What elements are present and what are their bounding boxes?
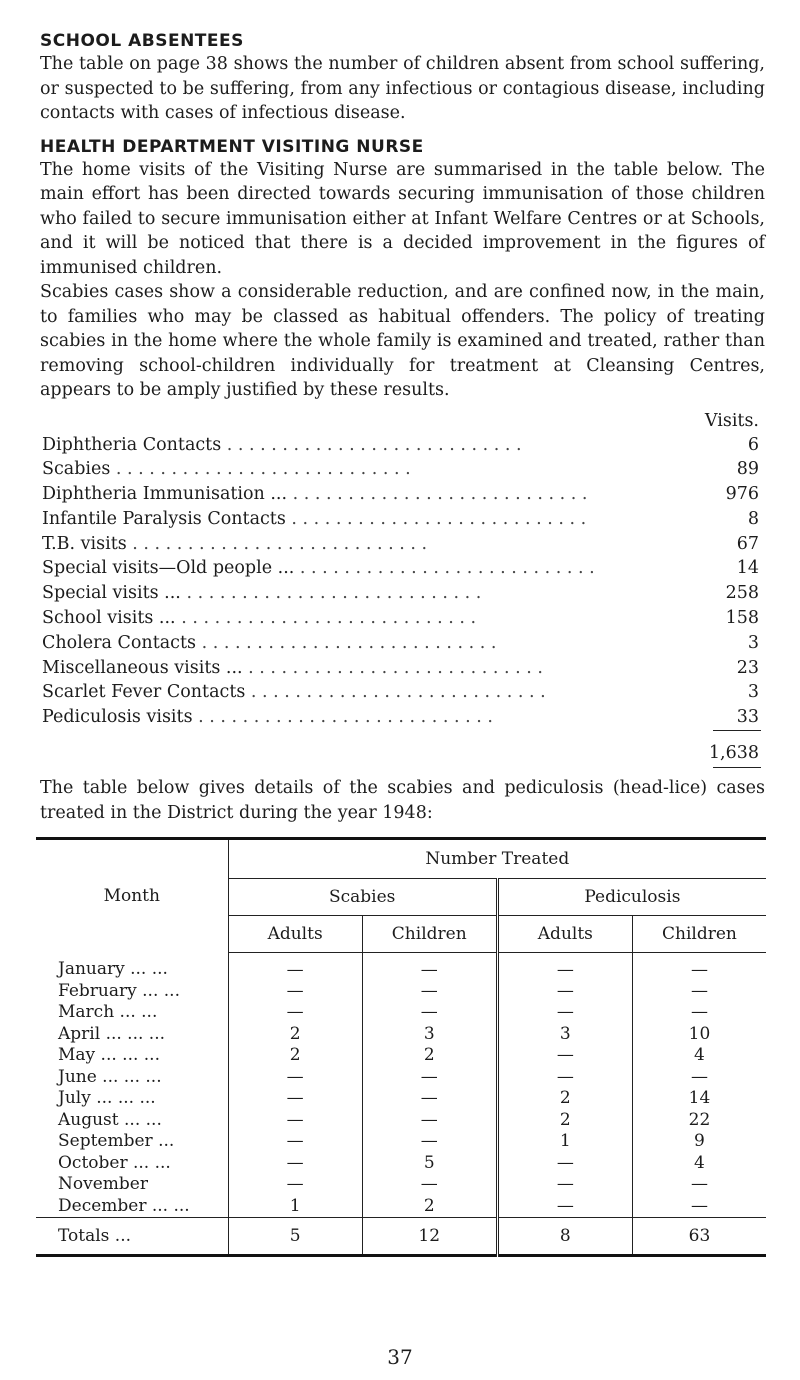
visit-label: Scabies . . (40, 457, 689, 482)
pediculosis-children-cell: 14 (632, 1088, 766, 1110)
visit-row (40, 705, 765, 730)
visit-row (40, 556, 765, 581)
table-row (36, 1174, 766, 1196)
pediculosis-children-cell: 4 (632, 1045, 766, 1067)
scabies-children-cell: — (362, 980, 497, 1002)
visit-label: Miscellaneous visits ... . . (40, 656, 689, 681)
scabies-adults-header: Adults (228, 916, 362, 953)
pediculosis-children-cell: — (632, 1195, 766, 1217)
visit-row (40, 532, 765, 557)
pediculosis-adults-cell: 1 (497, 1131, 632, 1153)
visits-list (40, 409, 765, 769)
totals-row (36, 1217, 766, 1255)
table-row (36, 1195, 766, 1217)
nurse-paragraph-1: The home visits of the Visiting Nurse are summarised in the table below. The main effort has been directed towards securing immunisation of those children who failed to secure immunisation either at Infant Welfare Centres or at Schools, and it will be noticed that there is a decided improvement in the figures of immunised children. (40, 159, 765, 278)
scabies-pediculosis-table (36, 837, 766, 1257)
scabies-children-cell: — (362, 1066, 497, 1088)
visits-header: Visits. (704, 410, 759, 431)
table-row (36, 1045, 766, 1067)
visit-row (40, 482, 765, 507)
scabies-children-cell: — (362, 1088, 497, 1110)
pediculosis-children-cell: — (632, 1066, 766, 1088)
scabies-adults-cell: 2 (228, 1023, 362, 1045)
scabies-children-cell: 2 (362, 1195, 497, 1217)
table-row (36, 953, 766, 981)
number-treated-header: Number Treated (228, 839, 766, 879)
visit-count: 8 (747, 508, 759, 529)
visit-label: School visits ... . . (40, 606, 689, 631)
scabies-children-cell: — (362, 953, 497, 981)
pediculosis-adults-cell: 2 (497, 1088, 632, 1110)
pediculosis-adults-cell: 3 (497, 1023, 632, 1045)
visit-count: 6 (747, 434, 759, 455)
visit-row (40, 656, 765, 681)
pediculosis-adults-cell: — (497, 1152, 632, 1174)
visit-label: T.B. visits . . (40, 532, 689, 557)
table-body (36, 953, 766, 1218)
total-rule-bottom (713, 767, 761, 768)
visit-count: 67 (736, 533, 759, 554)
visit-count: 3 (747, 632, 759, 653)
month-cell: April ... ... ... (58, 1023, 166, 1044)
pediculosis-adults-cell: — (497, 1195, 632, 1217)
visit-row (40, 631, 765, 656)
scabies-children-header: Children (362, 916, 497, 953)
scabies-adults-cell: — (228, 1174, 362, 1196)
visits-rows (40, 433, 765, 731)
visit-label: Pediculosis visits . . (40, 705, 689, 730)
month-cell: August ... ... (58, 1109, 162, 1130)
month-cell: June ... ... ... (58, 1066, 162, 1087)
table-row (36, 1002, 766, 1024)
scabies-adults-cell: — (228, 1109, 362, 1131)
scabies-children-cell: — (362, 1002, 497, 1024)
month-header: Month (103, 886, 160, 907)
pediculosis-children-cell: — (632, 953, 766, 981)
visit-row (40, 606, 765, 631)
month-cell: May ... ... ... (58, 1045, 160, 1066)
visit-count: 89 (736, 459, 759, 480)
month-cell: February ... ... (58, 980, 180, 1001)
totals-scabies-children: 12 (362, 1217, 497, 1255)
pediculosis-header: Pediculosis (497, 879, 766, 916)
visit-count: 3 (747, 682, 759, 703)
pediculosis-children-cell: — (632, 1174, 766, 1196)
visit-row (40, 581, 765, 606)
visit-count: 976 (725, 484, 759, 505)
section-heading-absentees: SCHOOL ABSENTEES (40, 31, 244, 51)
totals-pediculosis-adults: 8 (497, 1217, 632, 1255)
scabies-children-cell: — (362, 1109, 497, 1131)
totals-pediculosis-children: 63 (632, 1217, 766, 1255)
pediculosis-adults-cell: — (497, 1174, 632, 1196)
table-row (36, 1066, 766, 1088)
scabies-adults-cell: — (228, 1066, 362, 1088)
visit-count: 258 (725, 583, 759, 604)
document-page (40, 30, 765, 1257)
pediculosis-children-cell: 22 (632, 1109, 766, 1131)
visit-count: 158 (725, 608, 759, 629)
table-row (36, 1023, 766, 1045)
pediculosis-adults-cell: — (497, 980, 632, 1002)
pediculosis-adults-cell: — (497, 1066, 632, 1088)
month-cell: September ... (58, 1131, 175, 1152)
pediculosis-adults-cell: — (497, 1002, 632, 1024)
month-cell: November (58, 1174, 148, 1195)
scabies-adults-cell: — (228, 1002, 362, 1024)
visit-count: 33 (736, 707, 759, 728)
absentees-paragraph: The table on page 38 shows the number of children absent from school suffering, or suspected to be suffering, from any infectious or contagious disease, including contacts with cases of infectious disease. (40, 54, 765, 123)
visit-label: Special visits—Old people ... . . (40, 556, 689, 581)
pediculosis-children-cell: 4 (632, 1152, 766, 1174)
nurse-paragraph-2: Scabies cases show a considerable reduction, and are confined now, in the main, to families who may be classed as habitual offenders. The policy of treating scabies in the home where the whole family is examined and treated, rather than removing school-children individually for treatment at Cleansing Centres, appears to be amply justified by these results. (40, 282, 765, 400)
pediculosis-children-header: Children (632, 916, 766, 953)
scabies-children-cell: 3 (362, 1023, 497, 1045)
scabies-children-cell: 5 (362, 1152, 497, 1174)
pediculosis-adults-cell: 2 (497, 1109, 632, 1131)
scabies-adults-cell: — (228, 953, 362, 981)
visit-label: Special visits ... . . (40, 581, 689, 606)
pediculosis-adults-header: Adults (497, 916, 632, 953)
totals-label: Totals ... (36, 1217, 228, 1255)
table-row (36, 980, 766, 1002)
month-cell: July ... ... ... (58, 1088, 156, 1109)
pediculosis-children-cell: — (632, 1002, 766, 1024)
table-row (36, 1152, 766, 1174)
scabies-header: Scabies (228, 879, 497, 916)
visit-row (40, 457, 765, 482)
visit-row (40, 507, 765, 532)
month-cell: December ... ... (58, 1195, 190, 1216)
visit-label: Cholera Contacts . . (40, 631, 689, 656)
scabies-children-cell: — (362, 1131, 497, 1153)
visit-label: Scarlet Fever Contacts . . (40, 680, 689, 705)
scabies-adults-cell: 2 (228, 1045, 362, 1067)
totals-scabies-adults: 5 (228, 1217, 362, 1255)
section-heading-nurse: HEALTH DEPARTMENT VISITING NURSE (40, 136, 424, 157)
visit-row (40, 433, 765, 458)
scabies-adults-cell: — (228, 1088, 362, 1110)
visit-label: Infantile Paralysis Contacts . . (40, 507, 689, 532)
pediculosis-children-cell: 9 (632, 1131, 766, 1153)
visit-count: 23 (736, 657, 759, 678)
table-row (36, 1131, 766, 1153)
visit-count: 14 (736, 558, 759, 579)
visit-label: Diphtheria Contacts . . (40, 433, 689, 458)
total-rule-top (713, 730, 761, 731)
pediculosis-children-cell: — (632, 980, 766, 1002)
page-number: 37 (387, 1345, 413, 1369)
scabies-adults-cell: — (228, 980, 362, 1002)
scabies-adults-cell: 1 (228, 1195, 362, 1217)
month-cell: January ... ... (58, 959, 168, 980)
visits-total: 1,638 (708, 743, 759, 764)
visit-row (40, 680, 765, 705)
scabies-adults-cell: — (228, 1152, 362, 1174)
table-row (36, 1109, 766, 1131)
visit-label: Diphtheria Immunisation ... . . (40, 482, 689, 507)
table-intro: The table below gives details of the scabies and pediculosis (head-lice) cases treated in the District during the year 1948: (40, 778, 765, 823)
pediculosis-children-cell: 10 (632, 1023, 766, 1045)
table-row (36, 1088, 766, 1110)
month-cell: October ... ... (58, 1152, 171, 1173)
pediculosis-adults-cell: — (497, 1045, 632, 1067)
pediculosis-adults-cell: — (497, 953, 632, 981)
scabies-adults-cell: — (228, 1131, 362, 1153)
month-cell: March ... ... (58, 1002, 158, 1023)
scabies-children-cell: 2 (362, 1045, 497, 1067)
scabies-children-cell: — (362, 1174, 497, 1196)
